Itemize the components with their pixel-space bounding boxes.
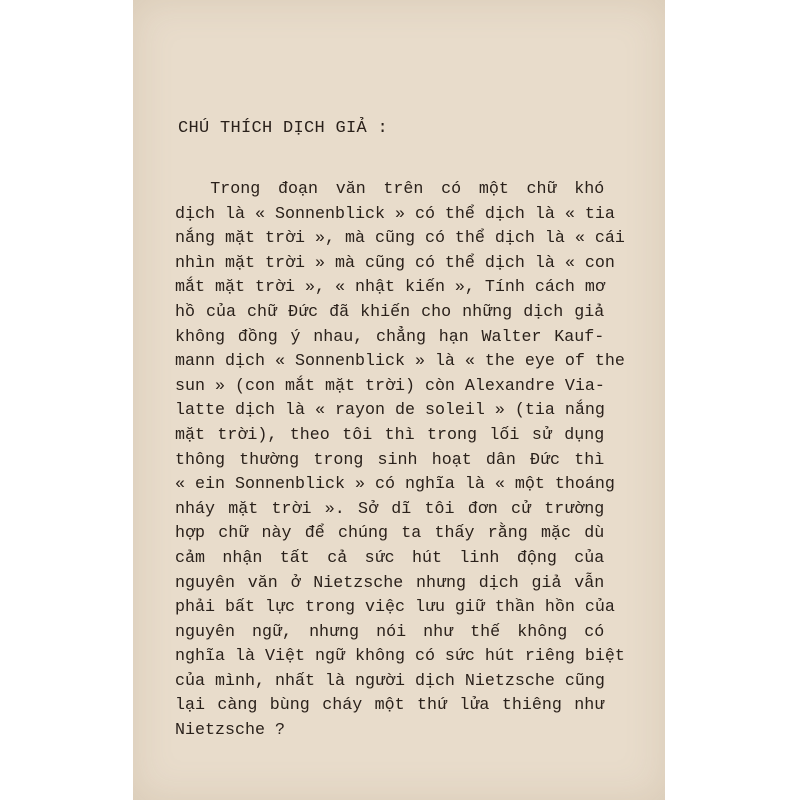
text-line: phải bất lực trong việc lưu giữ thần hồn của [175,598,615,618]
text-line: Trong đoạn văn trên có một chữ khó [210,180,605,199]
text-line: của mình, nhất là người dịch Nietzsche cũng [175,671,605,691]
text-line: « ein Sonnenblick » có nghĩa là « một thoáng [175,475,615,495]
text-line: nguyên ngữ, nhưng nói như thế không có [175,622,605,642]
book-page [133,0,665,800]
text-line: hồ của chữ Đức đã khiến cho những dịch giả [175,302,605,322]
text-line: nắng mặt trời », mà cũng có thể dịch là « cái [175,229,625,249]
text-line: latte dịch là « rayon de soleil » (tia nắng [175,401,605,421]
text-line: mặt trời), theo tôi thì trong lối sử dụng [175,425,605,445]
body-text [175,178,625,744]
text-line: hợp chữ này để chúng ta thấy rằng mặc dù [175,524,605,544]
text-line: mann dịch « Sonnenblick » là « the eye of the [175,352,625,372]
text-line: nguyên văn ở Nietzsche nhưng dịch giả vẫn [175,573,605,593]
text-line: thông thường trong sinh hoạt dân Đức thì [175,450,605,470]
text-line: cảm nhận tất cả sức hút linh động của [175,548,605,568]
text-line: nhìn mặt trời » mà cũng có thể dịch là « con [175,253,615,273]
text-line: sun » (con mắt mặt trời) còn Alexandre Via- [175,376,605,396]
text-line: không đồng ý nhau, chẳng hạn Walter Kauf- [175,327,605,347]
text-line: Nietzsche ? [175,721,285,741]
text-line: dịch là « Sonnenblick » có thể dịch là « tia [175,204,615,224]
page-heading: CHÚ THÍCH DỊCH GIẢ : [178,119,389,138]
text-line: nháy mặt trời ». Sở dĩ tôi đơn cử trường [175,499,605,519]
text-line: lại càng bùng cháy một thứ lửa thiêng như [175,696,605,716]
text-line: nghĩa là Việt ngữ không có sức hút riêng biệt [175,647,625,667]
text-line: mắt mặt trời », « nhật kiến », Tính cách mơ [175,278,605,298]
